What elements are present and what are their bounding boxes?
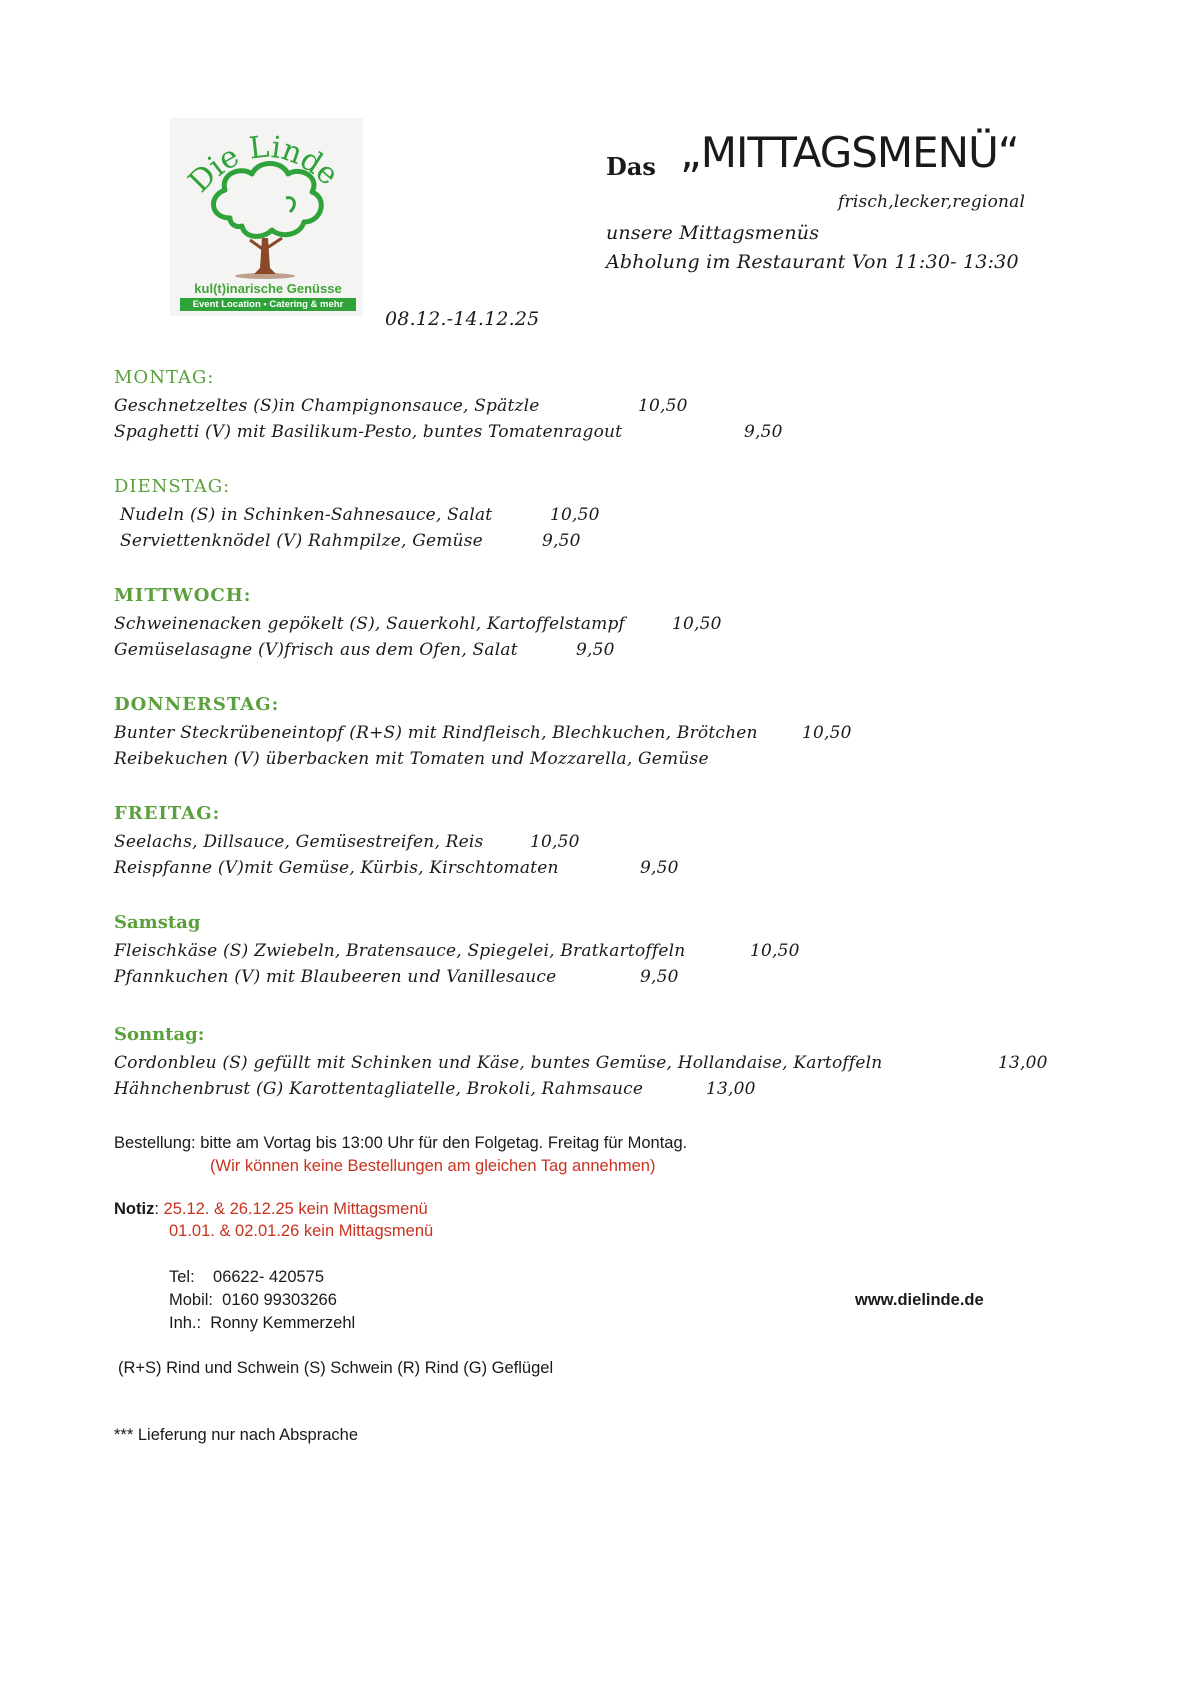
- price-monday-1: 10,50: [638, 396, 688, 416]
- pickup-hours: Abholung im Restaurant Von 11:30- 13:30: [606, 251, 1019, 273]
- notice-label: Notiz: [114, 1200, 155, 1218]
- notice-line-2: 01.01. & 02.01.26 kein Mittagsmenü: [169, 1222, 434, 1240]
- dish-thursday-1: Bunter Steckrübeneintopf (R+S) mit Rindfleisch, Blechkuchen, Brötchen: [114, 723, 758, 743]
- owner: Inh.: Ronny Kemmerzehl: [169, 1314, 356, 1332]
- dish-monday-1: Geschnetzeltes (S)in Champignonsauce, Spätzle: [114, 396, 540, 416]
- order-restriction: (Wir können keine Bestellungen am gleichen Tag annehmen): [210, 1157, 656, 1175]
- logo-wordmark: [170, 118, 363, 198]
- subtitle-menus: unsere Mittagsmenüs: [606, 222, 820, 244]
- notice-colon: :: [154, 1200, 159, 1218]
- day-monday: MONTAG:: [114, 367, 215, 388]
- website-link[interactable]: www.dielinde.de: [855, 1291, 984, 1309]
- dish-saturday-2: Pfannkuchen (V) mit Blaubeeren und Vanillesauce: [114, 967, 557, 987]
- logo: [170, 118, 363, 316]
- order-info: Bestellung: bitte am Vortag bis 13:00 Uhr für den Folgetag. Freitag für Montag.: [114, 1134, 688, 1152]
- logo-subline: Event Location • Catering & mehr: [180, 298, 356, 311]
- dish-wednesday-2: Gemüselasagne (V)frisch aus dem Ofen, Salat: [114, 640, 518, 660]
- price-sunday-1: 13,00: [998, 1053, 1048, 1073]
- page-title: „MITTAGSMENÜ“: [680, 128, 1019, 177]
- phone: Tel: 06622- 420575: [169, 1268, 325, 1286]
- price-saturday-2: 9,50: [640, 967, 679, 987]
- price-wednesday-2: 9,50: [576, 640, 615, 660]
- svg-text:Die Linde: Die Linde: [181, 129, 346, 198]
- day-saturday: Samstag: [114, 912, 201, 933]
- notice-line-1: 25.12. & 26.12.25 kein Mittagsmenü: [163, 1200, 428, 1218]
- price-friday-2: 9,50: [640, 858, 679, 878]
- dish-sunday-2: Hähnchenbrust (G) Karottentagliatelle, Brokoli, Rahmsauce: [114, 1079, 644, 1099]
- price-wednesday-1: 10,50: [672, 614, 722, 634]
- notice: [114, 1200, 428, 1219]
- dish-friday-1: Seelachs, Dillsauce, Gemüsestreifen, Reis: [114, 832, 484, 852]
- day-tuesday: DIENSTAG:: [114, 476, 231, 497]
- date-range: 08.12.-14.12.25: [385, 308, 540, 330]
- day-sunday: Sonntag:: [114, 1024, 205, 1045]
- dish-tuesday-1: Nudeln (S) in Schinken-Sahnesauce, Salat: [120, 505, 493, 525]
- price-sunday-2: 13,00: [706, 1079, 756, 1099]
- dish-tuesday-2: Serviettenknödel (V) Rahmpilze, Gemüse: [120, 531, 483, 551]
- dish-saturday-1: Fleischkäse (S) Zwiebeln, Bratensauce, Spiegelei, Bratkartoffeln: [114, 941, 686, 961]
- price-saturday-1: 10,50: [750, 941, 800, 961]
- dish-friday-2: Reispfanne (V)mit Gemüse, Kürbis, Kirschtomaten: [114, 858, 559, 878]
- dish-sunday-1: Cordonbleu (S) gefüllt mit Schinken und Käse, buntes Gemüse, Hollandaise, Kartoffeln: [114, 1053, 883, 1073]
- price-thursday-1: 10,50: [802, 723, 852, 743]
- dish-thursday-2: Reibekuchen (V) überbacken mit Tomaten und Mozzarella, Gemüse: [114, 749, 709, 769]
- logo-tagline: kul(t)inarische Genüsse: [194, 281, 342, 296]
- slogan: frisch,lecker,regional: [838, 192, 1026, 212]
- day-thursday: DONNERSTAG:: [114, 694, 280, 715]
- meat-legend: (R+S) Rind und Schwein (S) Schwein (R) Rind (G) Geflügel: [118, 1359, 554, 1377]
- price-tuesday-2: 9,50: [542, 531, 581, 551]
- price-monday-2: 9,50: [744, 422, 783, 442]
- dish-wednesday-1: Schweinenacken gepökelt (S), Sauerkohl, Kartoffelstampf: [114, 614, 626, 634]
- delivery-note: *** Lieferung nur nach Absprache: [114, 1426, 359, 1444]
- mobile-phone: Mobil: 0160 99303266: [169, 1291, 337, 1309]
- day-friday: FREITAG:: [114, 803, 221, 824]
- title-prefix: Das: [606, 152, 656, 181]
- dish-monday-2: Spaghetti (V) mit Basilikum-Pesto, buntes Tomatenragout: [114, 422, 623, 442]
- day-wednesday: MITTWOCH:: [114, 585, 252, 606]
- price-friday-1: 10,50: [530, 832, 580, 852]
- price-tuesday-1: 10,50: [550, 505, 600, 525]
